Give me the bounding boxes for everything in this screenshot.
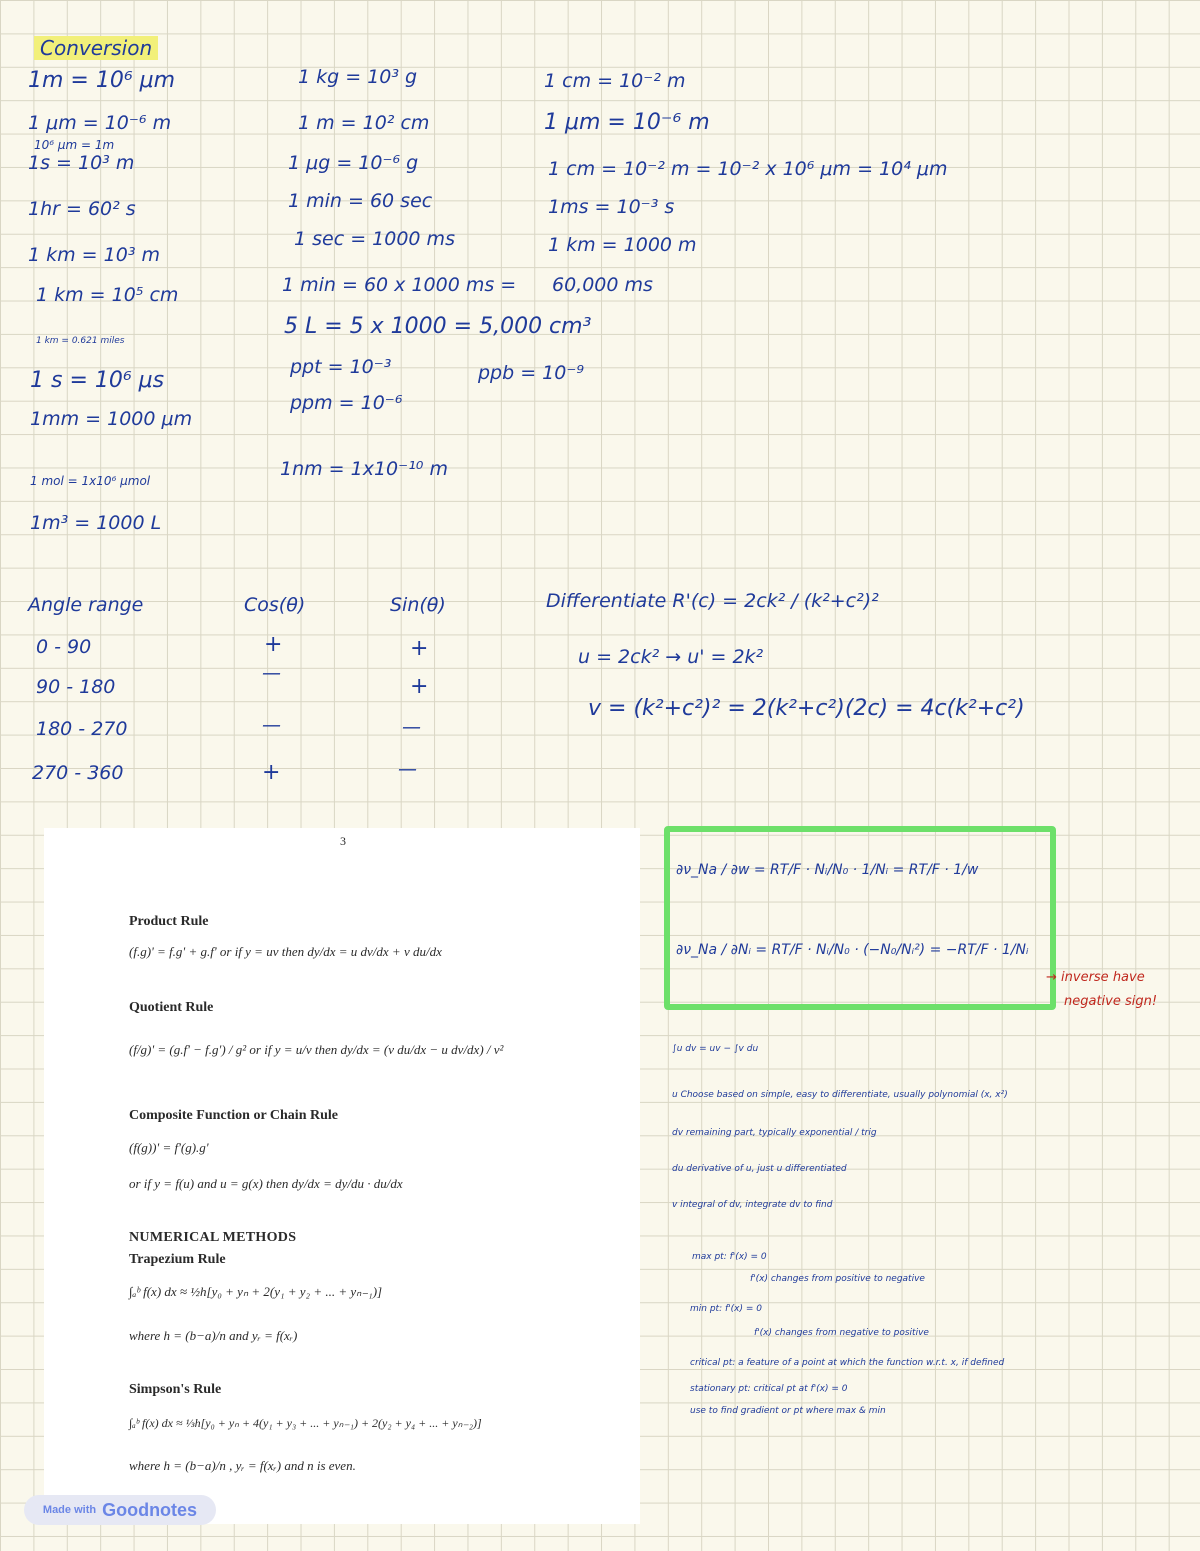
title-text: Conversion	[34, 36, 158, 60]
conv-3-2: 1 cm = 10⁻² m = 10⁻² x 10⁶ μm = 10⁴ μm	[548, 158, 948, 180]
page-title	[34, 36, 158, 60]
numerical-methods-heading: NUMERICAL METHODS	[129, 1230, 297, 1245]
angle-row-cos: —	[262, 714, 281, 736]
trapezium-rule-heading: Trapezium Rule	[129, 1252, 226, 1267]
badge-brand: Goodnotes	[102, 1499, 198, 1520]
note-line: u Choose based on simple, easy to differentiate, usually polynomial (x, x²)	[672, 1090, 1008, 1100]
note-line: ∫u dv = uv − ∫v du	[672, 1044, 759, 1054]
angle-row-range: 90 - 180	[36, 676, 116, 698]
conv-1-7: 1 km = 0.621 miles	[36, 336, 125, 346]
chain-rule-heading: Composite Function or Chain Rule	[129, 1108, 338, 1123]
max-min-note: max pt: f'(x) = 0	[692, 1252, 767, 1262]
conv-3-3: 1ms = 10⁻³ s	[548, 196, 675, 218]
differentiate-line-2: u = 2ck² → u' = 2k²	[578, 646, 764, 668]
conv-1-10: 1 mol = 1x10⁶ μmol	[30, 474, 151, 488]
quotient-rule-heading: Quotient Rule	[129, 1000, 214, 1015]
trapezium-formula: ∫ₐᵇ f(x) dx ≈ ½h[y₀ + yₙ + 2(y₁ + y₂ + ... + yₙ₋₁)]	[129, 1284, 383, 1299]
differentiate-line-3: v = (k²+c²)² = 2(k²+c²)(2c) = 4c(k²+c²)	[588, 696, 1025, 721]
angle-row-range: 0 - 90	[36, 636, 92, 658]
angle-row-range: 270 - 360	[32, 762, 124, 784]
conv-3-0: 1 cm = 10⁻² m	[544, 70, 686, 92]
conv-1-11: 1m³ = 1000 L	[30, 512, 162, 534]
conv-1-9: 1mm = 1000 μm	[30, 408, 193, 430]
note-line: dv remaining part, typically exponential / trig	[672, 1128, 877, 1138]
simpson-rule-heading: Simpson's Rule	[129, 1382, 222, 1397]
angle-row-sin: —	[402, 716, 421, 738]
angle-row-cos: +	[264, 632, 283, 657]
conv-2-7: ppt = 10⁻³	[290, 356, 392, 378]
conv-3-6: ppb = 10⁻⁹	[478, 362, 585, 384]
conv-1-2: 10⁶ μm = 1m	[34, 138, 115, 152]
conv-1-1: 1 μm = 10⁻⁶ m	[28, 112, 172, 134]
conv-2-2: 1 μg = 10⁻⁶ g	[288, 152, 419, 174]
conv-2-9: 1nm = 1x10⁻¹⁰ m	[280, 458, 448, 480]
angle-row-cos: —	[262, 662, 281, 684]
highlight-box	[664, 826, 1056, 1010]
conv-2-3: 1 min = 60 sec	[288, 190, 433, 212]
chain-rule-formula-1: (f(g))' = f'(g).g'	[129, 1140, 209, 1155]
conv-3-1: 1 μm = 10⁻⁶ m	[544, 110, 710, 135]
angle-header-sin: Sin(θ)	[390, 594, 446, 616]
note-line: v integral of dv, integrate dv to find	[672, 1200, 833, 1210]
max-min-note: use to find gradient or pt where max & min	[690, 1406, 886, 1416]
green-note-line-1: ∂ν_Na / ∂w = RT/F · Nᵢ/N₀ · 1/Nᵢ = RT/F · 1/w	[676, 862, 979, 878]
conv-3-4: 1 km = 1000 m	[548, 234, 697, 256]
angle-header-cos: Cos(θ)	[244, 594, 306, 616]
badge-prefix: Made with	[42, 1504, 97, 1516]
red-note-line-2: negative sign!	[1064, 994, 1158, 1009]
product-rule-heading: Product Rule	[129, 914, 209, 929]
conv-2-6: 5 L = 5 x 1000 = 5,000 cm³	[284, 314, 592, 339]
conv-1-5: 1 km = 10³ m	[28, 244, 160, 266]
goodnotes-badge	[24, 1495, 216, 1525]
conv-1-8: 1 s = 10⁶ μs	[30, 368, 165, 393]
green-note-line-2: ∂ν_Na / ∂Nᵢ = RT/F · Nᵢ/N₀ · (−N₀/Nᵢ²) = −RT/F · 1/Nᵢ	[676, 942, 1029, 958]
trapezium-where: where h = (b−a)/n and yᵣ = f(xᵣ)	[129, 1328, 298, 1343]
conv-2-4: 1 sec = 1000 ms	[294, 228, 455, 250]
angle-row-range: 180 - 270	[36, 718, 128, 740]
conv-1-4: 1hr = 60² s	[28, 198, 136, 220]
angle-row-sin: —	[398, 758, 417, 780]
max-min-note: min pt: f'(x) = 0	[690, 1304, 762, 1314]
conv-3-5: 60,000 ms	[552, 274, 653, 296]
conv-2-0: 1 kg = 10³ g	[298, 66, 418, 88]
page-number: 3	[340, 834, 346, 848]
chain-rule-formula-2: or if y = f(u) and u = g(x) then dy/dx = dy/du · du/dx	[129, 1176, 403, 1191]
angle-header-range: Angle range	[28, 594, 144, 616]
angle-row-sin: +	[410, 674, 429, 699]
angle-row-cos: +	[262, 760, 281, 785]
simpson-where: where h = (b−a)/n , yᵣ = f(xᵣ) and n is even.	[129, 1458, 356, 1473]
max-min-note: stationary pt: critical pt at f'(x) = 0	[690, 1384, 848, 1394]
angle-row-sin: +	[410, 636, 429, 661]
max-min-note: f'(x) changes from positive to negative	[750, 1274, 925, 1284]
max-min-note: f'(x) changes from negative to positive	[754, 1328, 929, 1338]
conv-1-6: 1 km = 10⁵ cm	[36, 284, 179, 306]
note-line: du derivative of u, just u differentiated	[672, 1164, 847, 1174]
conv-1-3: 1s = 10³ m	[28, 152, 135, 174]
quotient-rule-formula: (f/g)' = (g.f' − f.g') / g² or if y = u/v then dy/dx = (v du/dx − u dv/dx) / v²	[129, 1042, 504, 1057]
conv-1-0: 1m = 10⁶ μm	[28, 68, 176, 93]
conv-2-8: ppm = 10⁻⁶	[290, 392, 403, 414]
product-rule-formula: (f.g)' = f.g' + g.f' or if y = uv then dy/dx = u dv/dx + v du/dx	[129, 944, 442, 959]
formula-sheet-page	[44, 828, 640, 1524]
simpson-formula: ∫ₐᵇ f(x) dx ≈ ⅓h[y₀ + yₙ + 4(y₁ + y₃ + ... + yₙ₋₁) + 2(y₂ + y₄ + ... + yₙ₋₂)]	[129, 1416, 482, 1430]
conv-2-1: 1 m = 10² cm	[298, 112, 430, 134]
conv-2-5: 1 min = 60 x 1000 ms =	[282, 274, 517, 296]
differentiate-line-1: Differentiate R'(c) = 2ck² / (k²+c²)²	[546, 590, 879, 612]
red-note-line-1: → inverse have	[1046, 970, 1145, 985]
max-min-note: critical pt: a feature of a point at which the function w.r.t. x, if defined	[690, 1358, 1005, 1368]
